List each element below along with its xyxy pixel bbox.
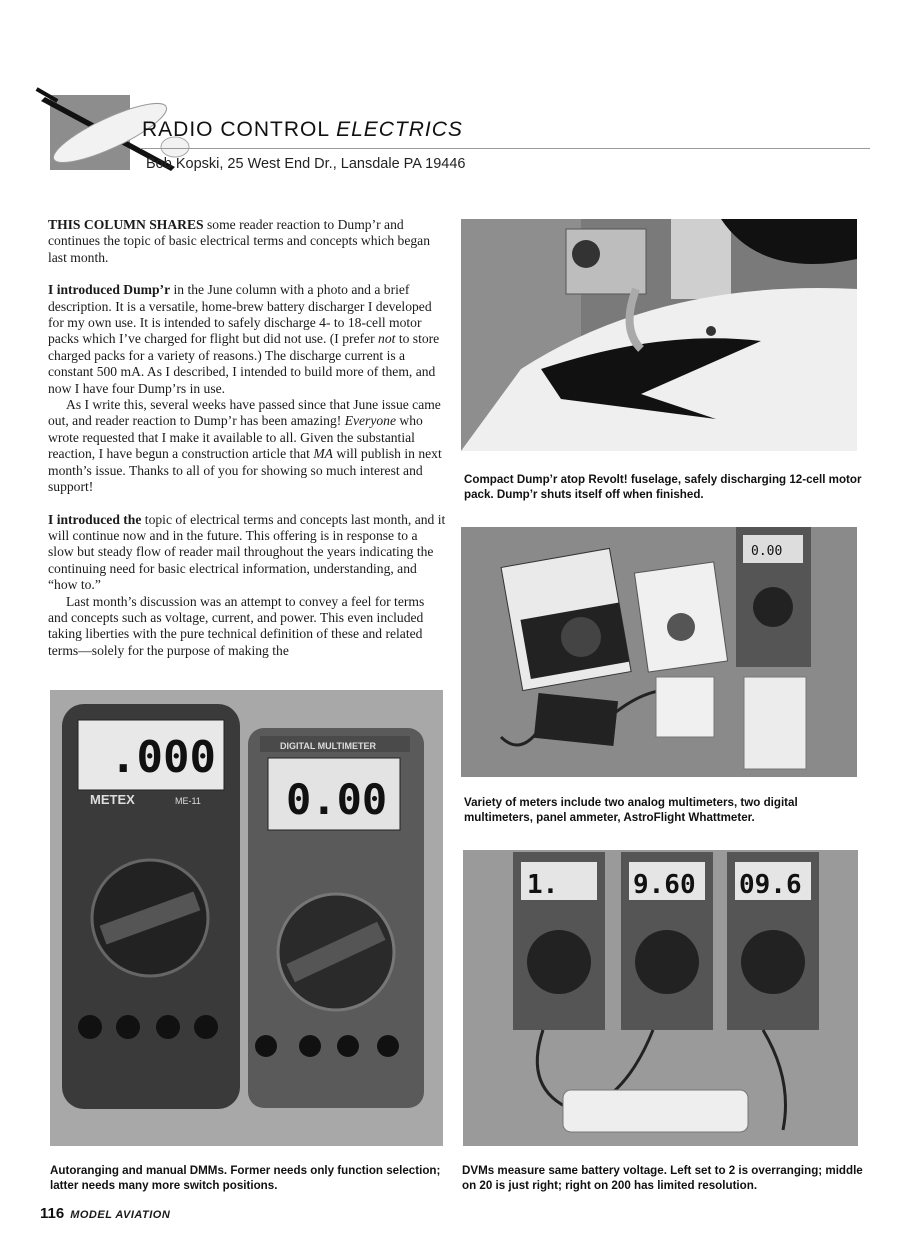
magazine-name: MODEL AVIATION xyxy=(70,1209,171,1221)
dvm-b-display: 9.60 xyxy=(633,870,696,900)
column-title-italic: ELECTRICS xyxy=(336,118,463,141)
p2-text-b: to store charged packs for a variety of reasons.) The discharge current is a constant 500 mA. As I described, I intended to build more of them, and now I have four Dump’rs in use. xyxy=(48,331,440,396)
photo-three-dvms xyxy=(463,850,858,1146)
photo-two-dmms xyxy=(50,690,443,1146)
page-folio xyxy=(40,1205,170,1223)
paragraph-4 xyxy=(48,512,446,594)
paragraph-3 xyxy=(48,397,446,495)
dmm-right-label: DIGITAL MULTIMETER xyxy=(280,741,376,751)
dmm-left-model: ME-11 xyxy=(175,796,201,806)
p2-text-a: in the June column with a photo and a brief description. It is a versatile, home-brew battery discharger I developed for my own use. It is intended to safely discharge 4- to 18-cell motor packs which I’ve charged for flight but did not use. (I prefer xyxy=(48,282,432,347)
caption-dmms: Autoranging and manual DMMs. Former needs only function selection; latter needs many more switch positions. xyxy=(50,1164,441,1192)
photo-variety-meters xyxy=(461,527,857,777)
dmm-left-brand: METEX xyxy=(90,792,135,807)
column-title-main: RADIO CONTROL xyxy=(142,118,337,141)
paragraph-2 xyxy=(48,282,446,397)
p4-text: topic of electrical terms and concepts last month, and it will continue now and in the future. This offering is in response to a slow but steady flow of reader mail throughout the years indicating the continuing need for basic electrical information, understanding, and “how to.” xyxy=(48,511,446,593)
p3-italic-a: Everyone xyxy=(344,413,397,429)
paragraph-5 xyxy=(48,594,446,660)
small-meter-display: 0.00 xyxy=(751,544,783,559)
dvm-a-display: 1. xyxy=(527,870,559,900)
column-title xyxy=(142,118,463,142)
caption-dvms: DVMs measure same battery voltage. Left set to 2 is overranging; middle on 20 is just right; right on 200 has limited resolution. xyxy=(462,1164,863,1192)
author-byline: Bob Kopski, 25 West End Dr., Lansdale PA 19446 xyxy=(146,156,466,172)
p3-italic-b: MA xyxy=(313,446,333,462)
dvm-c-display: 09.6 xyxy=(739,870,802,900)
dmm-left-display: .000 xyxy=(110,732,216,783)
dmm-right-display: 0.00 xyxy=(286,775,388,824)
p1-lead: THIS COLUMN SHARES xyxy=(48,217,204,232)
photo-dumpr-fuselage xyxy=(461,219,857,451)
p2-lead: I introduced Dump’r xyxy=(48,282,171,298)
paragraph-1 xyxy=(48,217,446,266)
article-body xyxy=(48,217,446,675)
p4-lead: I introduced the xyxy=(48,511,142,527)
p3-text-b: who wrote requested that I make it available to all. Given the substantial reaction, I have begun a construction article that xyxy=(48,413,423,462)
title-rule xyxy=(140,148,870,149)
page-number: 116 xyxy=(40,1205,65,1222)
p1-text: some reader reaction to Dump’r and continues the topic of basic electrical terms and concepts which began last month. xyxy=(48,217,430,265)
caption-meters: Variety of meters include two analog multimeters, two digital multimeters, panel ammeter, AstroFlight Whattmeter. xyxy=(464,796,798,824)
p3-text-c: will publish in next month’s issue. Thanks to all of you for showing so much interest and support! xyxy=(48,446,442,495)
p3-text-a: As I write this, several weeks have passed since that June issue came out, and reader reaction to Dump’r has been amazing! xyxy=(48,397,441,429)
caption-dumpr: Compact Dump’r atop Revolt! fuselage, safely discharging 12-cell motor pack. Dump’r shuts itself off when finished. xyxy=(464,473,862,501)
p5-text: Last month’s discussion was an attempt to convey a feel for terms and concepts such as voltage, current, and power. This even included taking liberties with the pure technical definition of these and related terms—solely for the purpose of making the xyxy=(48,593,425,658)
p2-italic: not xyxy=(378,331,396,347)
